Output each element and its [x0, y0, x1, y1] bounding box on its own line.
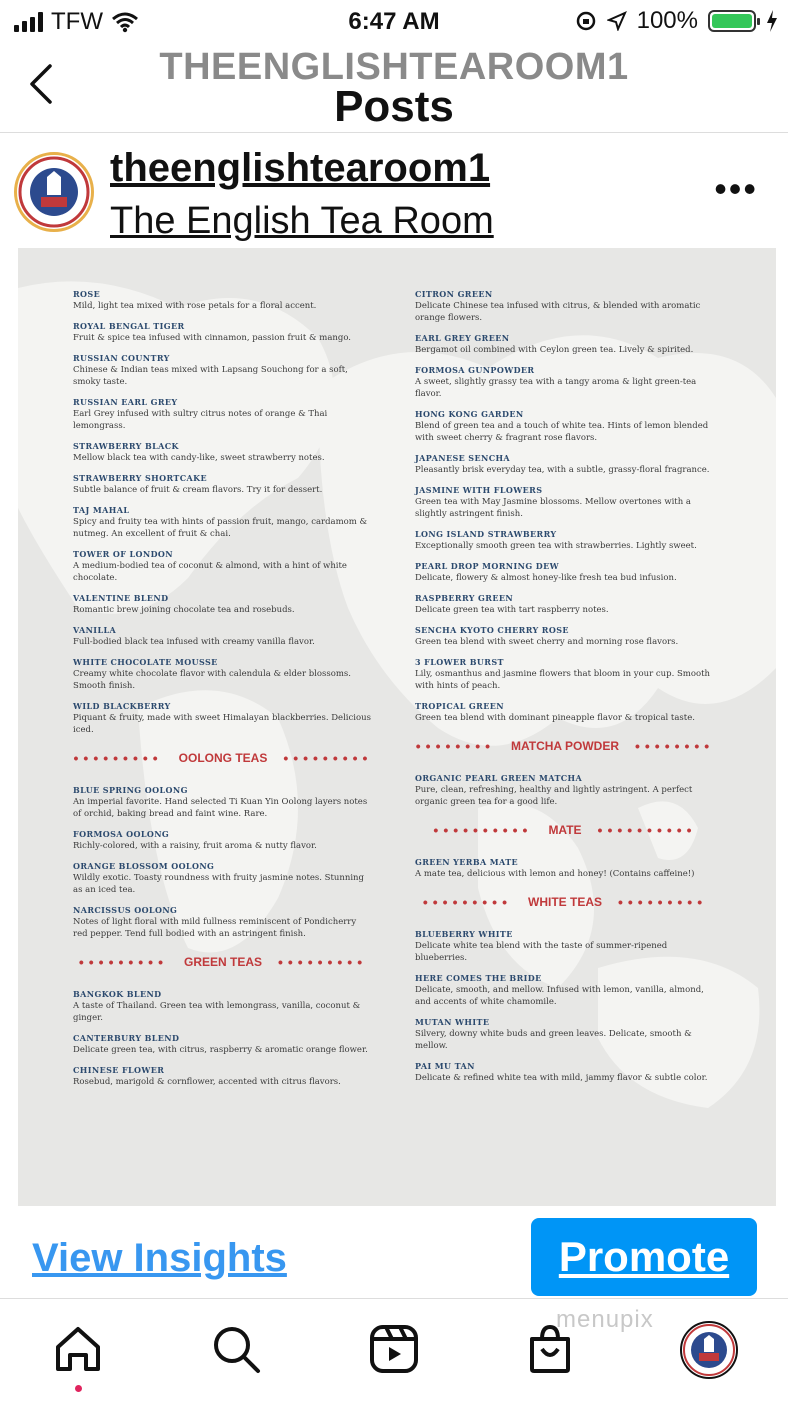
- menu-item-name: RUSSIAN COUNTRY: [73, 353, 170, 363]
- menu-item-name: STRAWBERRY BLACK: [73, 441, 179, 451]
- menu-item-description: Green tea blend with sweet cherry and morning rose flavors.: [415, 637, 679, 647]
- menu-item-description: Earl Grey infused with sultry citrus notes of orange & Thai lemongrass.: [73, 409, 328, 431]
- menu-item: [73, 988, 373, 1024]
- header-username: THEENGLISHTEAROOM1: [159, 46, 629, 88]
- menu-item-name: WHITE CHOCOLATE MOUSSE: [73, 657, 218, 667]
- menu-item-description: Chinese & Indian teas mixed with Lapsang Souchong for a soft, smoky taste.: [73, 365, 348, 387]
- menu-item-description: Delicate, flowery & almost honey-like fresh tea bud infusion.: [415, 573, 677, 583]
- menu-item-name: MUTAN WHITE: [415, 1017, 490, 1027]
- menu-item: [415, 856, 715, 880]
- menu-item: [73, 784, 373, 820]
- status-bar: [0, 0, 788, 44]
- menu-item: [415, 528, 715, 552]
- menu-item-description: Piquant & fruity, made with sweet Himalayan blackberries. Delicious iced.: [73, 713, 371, 735]
- menu-item: [73, 504, 373, 540]
- section-title: GREEN TEAS: [183, 955, 262, 969]
- menu-item-description: Lily, osmanthus and jasmine flowers that bloom in your cup. Smooth with hints of peach.: [415, 669, 710, 691]
- charging-icon: [766, 10, 778, 32]
- menu-item-name: STRAWBERRY SHORTCAKE: [73, 473, 207, 483]
- menu-item-name: ORGANIC PEARL GREEN MATCHA: [415, 773, 583, 783]
- menu-item-name: VANILLA: [73, 625, 117, 635]
- menu-item: [73, 1064, 373, 1088]
- menu-item: [415, 656, 715, 692]
- menu-item: [415, 408, 715, 444]
- menu-item-description: Blend of green tea and a touch of white tea. Hints of lemon blended with sweet cherry & fragrant rose flavors.: [415, 421, 709, 443]
- menu-item-description: A medium-bodied tea of coconut & almond, with a hint of white chocolate.: [73, 561, 347, 583]
- menu-item: [415, 700, 715, 724]
- menu-item: [415, 364, 715, 400]
- section-mate: •••••••••• MATE ••••••••••: [433, 822, 697, 838]
- notification-dot: [75, 1385, 82, 1392]
- menu-item-description: Delicate & refined white tea with mild, jammy flavor & subtle color.: [415, 1073, 708, 1083]
- menu-item: [415, 972, 715, 1008]
- menu-item-name: VALENTINE BLEND: [73, 593, 169, 603]
- menu-item: [415, 1016, 715, 1052]
- section-title: WHITE TEAS: [528, 895, 602, 909]
- menu-item: [73, 700, 373, 736]
- promote-label: Promote: [558, 1233, 730, 1280]
- carrier-label: TFW: [51, 8, 103, 35]
- menu-item: [415, 484, 715, 520]
- menu-item-description: Delicate, smooth, and mellow. Infused with lemon, vanilla, almond, and accents of white chamomile.: [415, 985, 704, 1007]
- profile-avatar[interactable]: [14, 152, 94, 232]
- profile-tab-avatar[interactable]: [680, 1321, 738, 1379]
- section-title: MATE: [548, 823, 582, 837]
- section-green: ••••••••• GREEN TEAS •••••••••: [78, 954, 368, 970]
- reels-icon[interactable]: [366, 1321, 422, 1377]
- section-oolong: ••••••••• OOLONG TEAS •••••••••: [73, 750, 373, 766]
- menu-item: [73, 860, 373, 896]
- menu-item-description: Delicate green tea with tart raspberry notes.: [415, 605, 609, 615]
- menu-item-description: Creamy white chocolate flavor with calendula & elder blossoms. Smooth finish.: [73, 669, 351, 691]
- menu-item-description: A sweet, slightly grassy tea with a tangy aroma & light green-tea flavor.: [415, 377, 697, 399]
- page-title: Posts: [334, 82, 454, 131]
- menu-item-name: GREEN YERBA MATE: [415, 857, 519, 867]
- menu-item-description: Richly-colored, with a raisiny, fruit aroma & nutty flavor.: [73, 841, 317, 851]
- menu-item-description: A taste of Thailand. Green tea with lemongrass, vanilla, coconut & ginger.: [73, 1001, 361, 1023]
- status-right: [575, 7, 778, 35]
- menu-item-description: Mellow black tea with candy-like, sweet strawberry notes.: [73, 453, 325, 463]
- menu-item: [415, 592, 715, 616]
- menu-item-name: TOWER OF LONDON: [73, 549, 173, 559]
- menu-item-name: EARL GREY GREEN: [415, 333, 510, 343]
- menu-item-description: Green tea with May Jasmine blossoms. Mellow overtones with a slightly astringent finish.: [415, 497, 691, 519]
- menu-item-name: TAJ MAHAL: [73, 505, 130, 515]
- menu-item-description: Mild, light tea mixed with rose petals for a floral accent.: [73, 301, 317, 311]
- menu-item: [415, 624, 715, 648]
- menu-item: [73, 1032, 373, 1056]
- section-matcha: •••••••• MATCHA POWDER ••••••••: [415, 738, 715, 754]
- menu-item-description: A mate tea, delicious with lemon and honey! (Contains caffeine!): [415, 869, 695, 879]
- menu-item: [415, 772, 715, 808]
- menu-item-description: Silvery, downy white buds and green leaves. Delicate, smooth & mellow.: [415, 1029, 692, 1051]
- menu-item: [73, 472, 373, 496]
- menu-item-name: WILD BLACKBERRY: [73, 701, 171, 711]
- menu-item: [73, 320, 373, 344]
- menu-item-name: RUSSIAN EARL GREY: [73, 397, 178, 407]
- menu-item: [415, 928, 715, 964]
- shop-icon[interactable]: [522, 1321, 578, 1377]
- post-username[interactable]: theenglishtearoom1: [110, 146, 491, 190]
- menu-item-name: FORMOSA GUNPOWDER: [415, 365, 535, 375]
- menu-item-name: PAI MU TAN: [415, 1061, 475, 1071]
- menu-item-description: Delicate white tea blend with the taste of summer-ripened blueberries.: [415, 941, 668, 963]
- menu-item-name: SENCHA KYOTO CHERRY ROSE: [415, 625, 569, 635]
- menu-item: [73, 396, 373, 432]
- post-header: [0, 134, 788, 246]
- nav-header: [0, 44, 788, 133]
- menu-column-left: [73, 288, 373, 1096]
- menu-item-description: Romantic brew joining chocolate tea and rosebuds.: [73, 605, 295, 615]
- menu-item-name: RASPBERRY GREEN: [415, 593, 514, 603]
- post-display-name[interactable]: The English Tea Room: [110, 200, 494, 242]
- menu-item-name: CANTERBURY BLEND: [73, 1033, 180, 1043]
- more-options-icon[interactable]: •••: [714, 168, 758, 209]
- menu-item-description: Delicate Chinese tea infused with citrus, & blended with aromatic orange flowers.: [415, 301, 701, 323]
- battery-icon: [708, 10, 756, 32]
- menu-item-name: HONG KONG GARDEN: [415, 409, 524, 419]
- post-action-bar: [0, 1210, 788, 1296]
- menu-item-name: BLUEBERRY WHITE: [415, 929, 513, 939]
- menu-item: [415, 332, 715, 356]
- menu-item-name: LONG ISLAND STRAWBERRY: [415, 529, 557, 539]
- menu-item-description: Delicate green tea, with citrus, raspberry & aromatic orange flower.: [73, 1045, 368, 1055]
- menu-item: [73, 592, 373, 616]
- menu-item: [415, 452, 715, 476]
- menu-item: [73, 624, 373, 648]
- section-title: MATCHA POWDER: [511, 739, 619, 753]
- section-white: ••••••••• WHITE TEAS •••••••••: [422, 894, 708, 910]
- menu-item-name: CITRON GREEN: [415, 289, 493, 299]
- location-icon: [607, 11, 627, 31]
- menu-item: [73, 288, 373, 312]
- menu-item-name: ROYAL BENGAL TIGER: [73, 321, 185, 331]
- menu-item-description: Pleasantly brisk everyday tea, with a subtle, grassy-floral fragrance.: [415, 465, 710, 475]
- menu-item-description: Subtle balance of fruit & cream flavors. Try it for dessert.: [73, 485, 323, 495]
- menu-item-name: FORMOSA OOLONG: [73, 829, 170, 839]
- menu-item-description: Spicy and fruity tea with hints of passion fruit, mango, cardamom & nutmeg. An excellent of fruit & chai.: [73, 517, 368, 539]
- menu-item-description: Pure, clean, refreshing, healthy and lightly astringent. A perfect organic green tea for a good life.: [415, 785, 693, 807]
- menu-item-name: JASMINE WITH FLOWERS: [415, 485, 543, 495]
- view-insights-link[interactable]: View Insights: [32, 1236, 287, 1280]
- menu-item-name: CHINESE FLOWER: [73, 1065, 165, 1075]
- menu-item-name: JAPANESE SENCHA: [415, 453, 511, 463]
- menu-item-description: Full-bodied black tea infused with creamy vanilla flavor.: [73, 637, 315, 647]
- menu-item-name: NARCISSUS OOLONG: [73, 905, 178, 915]
- menu-item: [73, 548, 373, 584]
- menu-item: [73, 828, 373, 852]
- search-icon[interactable]: [208, 1321, 264, 1377]
- promote-button[interactable]: [531, 1218, 757, 1296]
- menu-item-name: ORANGE BLOSSOM OOLONG: [73, 861, 215, 871]
- post-image[interactable]: [18, 248, 776, 1206]
- menu-item-name: TROPICAL GREEN: [415, 701, 504, 711]
- menu-item-name: PEARL DROP MORNING DEW: [415, 561, 560, 571]
- menu-item-description: Green tea blend with dominant pineapple flavor & tropical taste.: [415, 713, 695, 723]
- orientation-lock-icon: [575, 10, 597, 32]
- menu-item-name: 3 FLOWER BURST: [415, 657, 504, 667]
- menu-item: [73, 440, 373, 464]
- watermark: menupix: [556, 1306, 654, 1333]
- menu-item-name: HERE COMES THE BRIDE: [415, 973, 542, 983]
- menu-item-description: Exceptionally smooth green tea with strawberries. Lightly sweet.: [415, 541, 697, 551]
- menu-item-description: Fruit & spice tea infused with cinnamon, passion fruit & mango.: [73, 333, 352, 343]
- menu-item: [415, 288, 715, 324]
- menu-item: [73, 352, 373, 388]
- menu-item: [73, 904, 373, 940]
- home-icon[interactable]: [50, 1321, 106, 1377]
- bottom-tab-bar: [0, 1298, 788, 1402]
- menu-item-description: Wildly exotic. Toasty roundness with fruity jasmine notes. Stunning as an iced tea.: [73, 873, 364, 895]
- menu-item: [415, 560, 715, 584]
- menu-item: [415, 1060, 715, 1084]
- menu-item-description: Bergamot oil combined with Ceylon green tea. Lively & spirited.: [415, 345, 694, 355]
- menu-item-description: Rosebud, marigold & cornflower, accented with citrus flavors.: [73, 1077, 341, 1087]
- menu-item-description: An imperial favorite. Hand selected Ti Kuan Yin Oolong layers notes of orchid, baking bread and faint wine. Rare.: [73, 797, 368, 819]
- menu-item-description: Notes of light floral with mild fullness reminiscent of Pondicherry red pepper. Tend full bodied with an astringent finish.: [73, 917, 357, 939]
- battery-percent: 100%: [636, 7, 698, 34]
- status-time: 6:47 AM: [348, 8, 440, 35]
- menu-item-name: BLUE SPRING OOLONG: [73, 785, 188, 795]
- menu-item: [73, 656, 373, 692]
- menu-column-right: [415, 288, 715, 1092]
- menu-item-name: ROSE: [73, 289, 101, 299]
- menu-item-name: BANGKOK BLEND: [73, 989, 162, 999]
- section-title: OOLONG TEAS: [178, 751, 268, 765]
